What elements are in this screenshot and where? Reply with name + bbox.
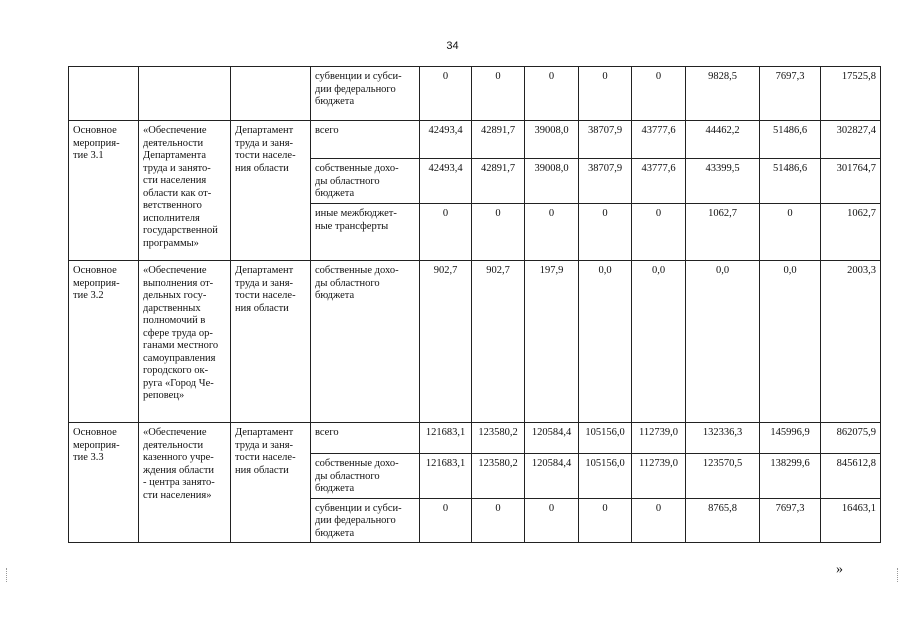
value-cell: 0,0 <box>686 261 760 423</box>
total-cell: 862075,9 <box>821 423 881 454</box>
value-cell: 0,0 <box>632 261 686 423</box>
funding-source-cell: собственные дохо- ды областного бюджета <box>311 454 420 499</box>
value-cell: 42891,7 <box>472 159 525 204</box>
event-cell: Основное мероприя- тие 3.1 <box>69 121 139 261</box>
value-cell: 7697,3 <box>760 498 821 543</box>
funding-source-cell: собственные дохо- ды областного бюджета <box>311 261 420 423</box>
value-cell: 51486,6 <box>760 121 821 159</box>
value-cell: 902,7 <box>420 261 472 423</box>
value-cell: 42891,7 <box>472 121 525 159</box>
event-cell: Основное мероприя- тие 3.2 <box>69 261 139 423</box>
closing-quote-mark: » <box>836 562 843 577</box>
value-cell: 9828,5 <box>686 67 760 121</box>
value-cell: 145996,9 <box>760 423 821 454</box>
value-cell: 123570,5 <box>686 454 760 499</box>
value-cell: 0 <box>579 67 632 121</box>
executor-cell <box>231 67 311 121</box>
value-cell: 43777,6 <box>632 159 686 204</box>
value-cell: 0 <box>579 204 632 261</box>
value-cell: 0 <box>472 67 525 121</box>
value-cell: 8765,8 <box>686 498 760 543</box>
executor-cell: Департамент труда и заня- тости населе- ния области <box>231 121 311 261</box>
value-cell: 0 <box>525 498 579 543</box>
total-cell: 845612,8 <box>821 454 881 499</box>
event-name-cell: «Обеспечение деятельности казенного учре- ждения области - центра занято- сти населения» <box>139 423 231 543</box>
total-cell: 2003,3 <box>821 261 881 423</box>
value-cell: 51486,6 <box>760 159 821 204</box>
page-number: 34 <box>446 40 459 52</box>
value-cell: 138299,6 <box>760 454 821 499</box>
event-name-cell <box>139 67 231 121</box>
table-row <box>69 67 881 121</box>
value-cell: 42493,4 <box>420 121 472 159</box>
funding-source-cell: собственные дохо- ды областного бюджета <box>311 159 420 204</box>
event-cell <box>69 67 139 121</box>
value-cell: 120584,4 <box>525 454 579 499</box>
executor-cell: Департамент труда и заня- тости населе- ния области <box>231 423 311 543</box>
value-cell: 0,0 <box>579 261 632 423</box>
event-cell: Основное мероприя- тие 3.3 <box>69 423 139 543</box>
value-cell: 38707,9 <box>579 121 632 159</box>
table-row <box>69 423 881 454</box>
value-cell: 0 <box>579 498 632 543</box>
value-cell: 0 <box>525 67 579 121</box>
value-cell: 0 <box>420 498 472 543</box>
value-cell: 0 <box>632 67 686 121</box>
funding-source-cell: иные межбюджет- ные трансферты <box>311 204 420 261</box>
table-row <box>69 121 881 159</box>
value-cell: 43399,5 <box>686 159 760 204</box>
event-name-cell: «Обеспечение деятельности Департамента труда и занято- сти населения области как от- ветственного исполнителя государственной программы» <box>139 121 231 261</box>
total-cell: 301764,7 <box>821 159 881 204</box>
table-body <box>69 67 881 543</box>
funding-source-cell: субвенции и субси- дии федерального бюджета <box>311 498 420 543</box>
funding-source-cell: субвенции и субси- дии федерального бюджета <box>311 67 420 121</box>
value-cell: 123580,2 <box>472 454 525 499</box>
value-cell: 902,7 <box>472 261 525 423</box>
value-cell: 121683,1 <box>420 423 472 454</box>
value-cell: 197,9 <box>525 261 579 423</box>
value-cell: 0 <box>420 67 472 121</box>
value-cell: 112739,0 <box>632 423 686 454</box>
value-cell: 39008,0 <box>525 159 579 204</box>
funding-source-cell: всего <box>311 423 420 454</box>
value-cell: 105156,0 <box>579 454 632 499</box>
value-cell: 0 <box>632 204 686 261</box>
total-cell: 302827,4 <box>821 121 881 159</box>
value-cell: 0 <box>760 204 821 261</box>
value-cell: 120584,4 <box>525 423 579 454</box>
value-cell: 1062,7 <box>686 204 760 261</box>
value-cell: 0 <box>632 498 686 543</box>
budget-table <box>68 66 881 543</box>
total-cell: 17525,8 <box>821 67 881 121</box>
value-cell: 7697,3 <box>760 67 821 121</box>
value-cell: 38707,9 <box>579 159 632 204</box>
value-cell: 0 <box>420 204 472 261</box>
value-cell: 0 <box>472 498 525 543</box>
value-cell: 0 <box>525 204 579 261</box>
value-cell: 132336,3 <box>686 423 760 454</box>
value-cell: 112739,0 <box>632 454 686 499</box>
value-cell: 123580,2 <box>472 423 525 454</box>
value-cell: 0,0 <box>760 261 821 423</box>
value-cell: 105156,0 <box>579 423 632 454</box>
total-cell: 16463,1 <box>821 498 881 543</box>
funding-source-cell: всего <box>311 121 420 159</box>
total-cell: 1062,7 <box>821 204 881 261</box>
scan-edge-mark-right <box>897 568 900 582</box>
value-cell: 43777,6 <box>632 121 686 159</box>
value-cell: 39008,0 <box>525 121 579 159</box>
event-name-cell: «Обеспечение выполнения от- дельных госу- дарственных полномочий в сфере труда ор- ганами местного самоуправления городского ок- руга «Город Че- реповец» <box>139 261 231 423</box>
scan-edge-mark-left <box>6 568 9 582</box>
executor-cell: Департамент труда и заня- тости населе- ния области <box>231 261 311 423</box>
value-cell: 0 <box>472 204 525 261</box>
value-cell: 42493,4 <box>420 159 472 204</box>
value-cell: 44462,2 <box>686 121 760 159</box>
table-row <box>69 261 881 423</box>
value-cell: 121683,1 <box>420 454 472 499</box>
